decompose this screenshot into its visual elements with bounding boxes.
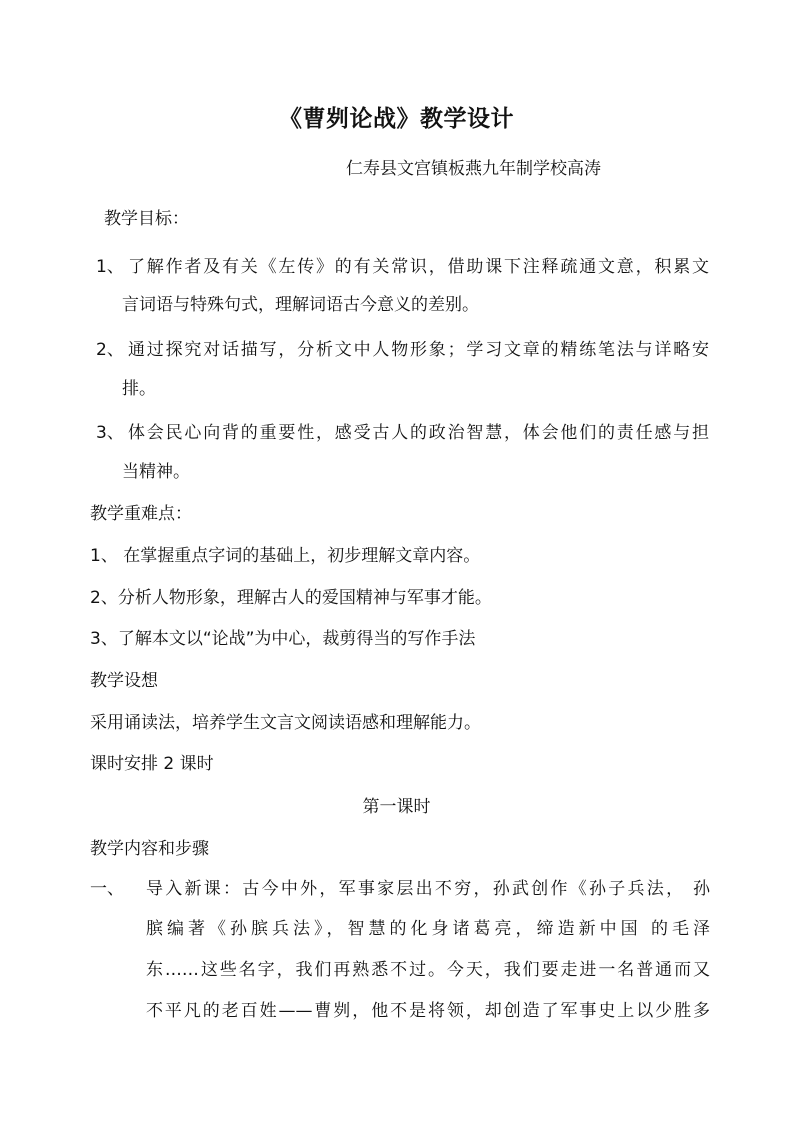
goal-1-line-1: 了解作者及有关《左传》的有关常识，借助课下注释疏通文意，积累文 <box>128 257 709 277</box>
step-1-line-1: 导入新课：古今中外，军事家层出不穷，孙武创作《孙子兵法， 孙 <box>146 879 710 899</box>
step-1-number: 一、 <box>90 879 124 899</box>
concept-heading: 教学设想 <box>90 671 158 691</box>
goals-heading: 教学目标： <box>104 209 189 229</box>
key-points-heading: 教学重难点： <box>90 504 192 524</box>
key-point-1: 1、 在掌握重点字词的基础上，初步理解文章内容。 <box>90 546 481 566</box>
schedule-line: 课时安排 2 课时 <box>90 754 214 774</box>
lesson-heading: 第一课时 <box>362 797 431 817</box>
goal-3-line-2: 当精神。 <box>122 462 190 482</box>
goal-1-line-2: 言词语与特殊句式，理解词语古今意义的差别。 <box>122 295 479 315</box>
goal-3-line-1: 体会民心向背的重要性，感受古人的政治智慧，体会他们的责任感与担 <box>128 423 709 443</box>
goal-3-number: 3、 <box>96 423 124 443</box>
key-point-2: 2、分析人物形象，理解古人的爱国精神与军事才能。 <box>90 588 492 608</box>
document-title: 《曹刿论战》教学设计 <box>279 106 514 132</box>
goal-2-line-2: 排。 <box>122 379 156 399</box>
concept-text: 采用诵读法，培养学生文言文阅读语感和理解能力。 <box>90 713 481 733</box>
step-1-line-3: 东……这些名字，我们再熟悉不过。今天，我们要走进一名普通而又 <box>146 960 710 980</box>
goal-2-line-1: 通过探究对话描写，分析文中人物形象；学习文章的精练笔法与详略安 <box>128 340 709 360</box>
key-point-3: 3、了解本文以“论战”为中心，裁剪得当的写作手法 <box>90 629 476 649</box>
step-1-line-2: 膑编著《孙膑兵法》，智慧的化身诸葛亮，缔造新中国 的毛泽 <box>146 919 710 939</box>
steps-heading: 教学内容和步骤 <box>90 839 209 859</box>
step-1-line-4: 不平凡的老百姓——曹刿，他不是将领，却创造了军事史上以少胜多 <box>146 1001 710 1021</box>
goal-2-number: 2、 <box>96 340 124 360</box>
goal-1-number: 1、 <box>96 257 124 277</box>
author-line: 仁寿县文宫镇板燕九年制学校高涛 <box>346 159 601 179</box>
